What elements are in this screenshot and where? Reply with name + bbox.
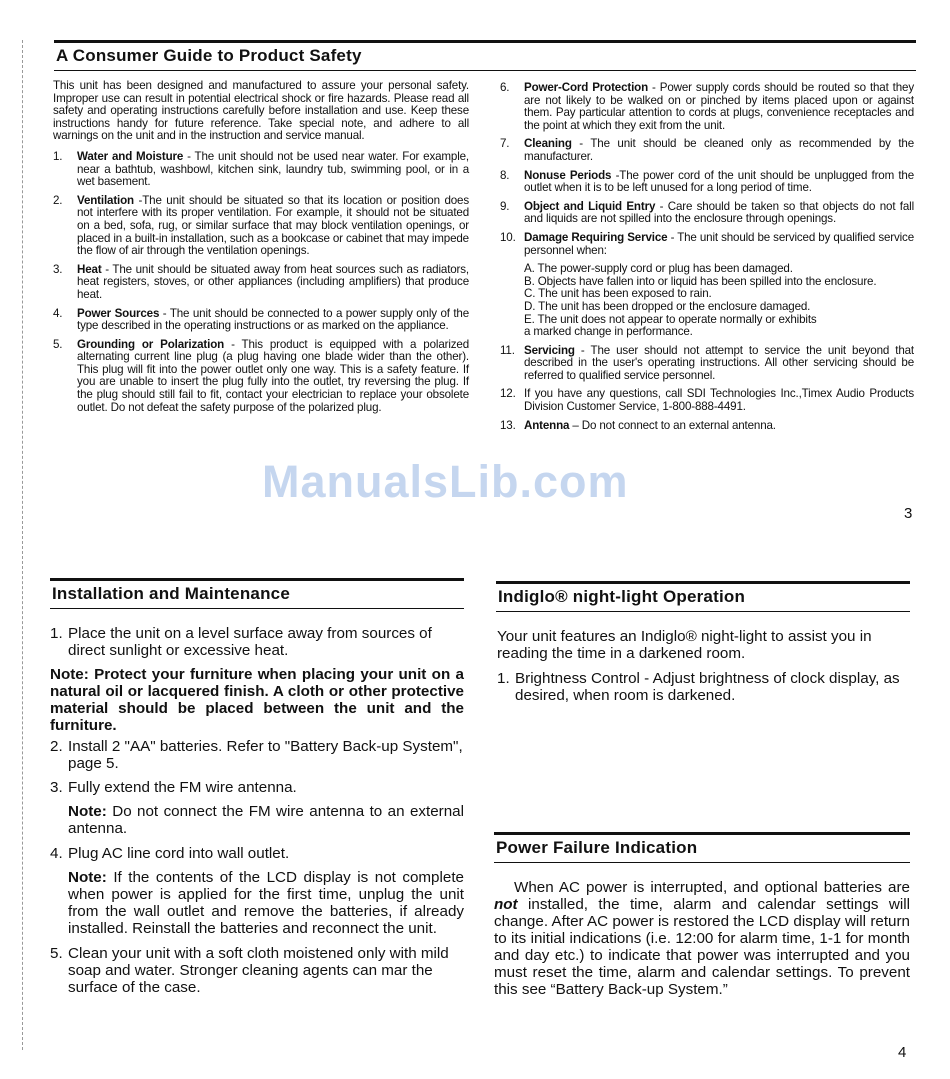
item-body: [77, 339, 469, 415]
item-body: [524, 138, 914, 163]
power-failure-title: Power Failure Indication: [494, 832, 910, 863]
item-text: If you have any questions, call SDI Technologies Inc.,Timex Audio Products Division Customer Service, 1-800-888-4491.: [524, 387, 914, 414]
step-text: Install 2 "AA" batteries. Refer to "Battery Back-up System", page 5.: [68, 738, 463, 772]
install-step-2: [50, 738, 464, 772]
item-number: 1.: [53, 149, 63, 163]
item-text: – Do not connect to an external antenna.: [569, 418, 776, 432]
safety-guide-title: A Consumer Guide to Product Safety: [54, 40, 916, 71]
safety-item: [500, 388, 914, 413]
item-heading: Heat: [77, 262, 102, 276]
item-number: 3.: [53, 262, 63, 276]
note-label: Note:: [68, 869, 107, 886]
item-number: 12.: [500, 387, 516, 401]
page-number-4: 4: [898, 1044, 907, 1061]
step-number: 1.: [497, 670, 510, 687]
install-step-5: [50, 945, 464, 996]
scan-edge-line: [22, 40, 23, 1050]
install-step-3: [50, 779, 464, 796]
item-text: - The unit should be connected to a power supply only of the type described in the operating instructions or as marked on the appliance.: [77, 306, 469, 333]
note-text: Do not connect the FM wire antenna to an external antenna.: [68, 803, 464, 837]
damage-condition: A. The power-supply cord or plug has been damaged.: [524, 262, 793, 276]
item-body: [524, 345, 914, 383]
note-label: Note:: [68, 803, 107, 820]
step-text: Fully extend the FM wire antenna.: [68, 779, 297, 796]
safety-intro: This unit has been designed and manufactured to assure your personal safety. Improper use can result in potential electrical shock or fire hazards. Please read all safety and operating instructions carefully before installation and use. Keep these instructions handy for future reference. Take special note, and adhere to all warnings on the unit and in the instruction and service manual.: [53, 79, 469, 143]
indiglo-step-1: [497, 670, 911, 704]
item-heading: Servicing: [524, 343, 575, 357]
item-heading: Water and Moisture: [77, 149, 184, 163]
item-heading: Object and Liquid Entry: [524, 199, 656, 213]
step-number: 2.: [50, 738, 63, 755]
damage-condition: D. The unit has been dropped or the enclosure damaged.: [524, 299, 811, 313]
step-text: Plug AC line cord into wall outlet.: [68, 845, 290, 862]
item-text: - This product is equipped with a polarized alternating current line plug (a plug having one blade wider than the other). This plug will fit into the power outlet only one way. This is a safety feature. If you are unable to insert the plug fully into the outlet, try reversing the plug. If the plug should still fail to fit, contact your electrician to replace your obsolete outlet. Do not defeat the safety purpose of the polarized plug.: [77, 337, 469, 414]
installation-body: [50, 625, 464, 1003]
install-step-1: [50, 625, 464, 659]
item-body: [77, 264, 469, 302]
safety-item: [53, 264, 469, 302]
item-heading: Cleaning: [524, 137, 572, 151]
step-text: Brightness Control - Adjust brightness of clock display, as desired, when room is darkened.: [515, 670, 900, 704]
damage-condition: a marked change in performance.: [524, 325, 693, 339]
item-text: - Power supply cords should be routed so that they are not likely to be walked on or pinched by items placed upon or against them. Pay particular attention to cords at plugs, convenience receptacles and the point at which they exit from the unit.: [524, 81, 914, 132]
item-body: [77, 195, 469, 258]
item-text: - Care should be taken so that objects do not fall and liquids are not spilled into the enclosure through openings.: [524, 199, 914, 226]
item-heading: Power-Cord Protection: [524, 81, 649, 94]
safety-item: [500, 420, 914, 433]
item-text: -The power cord of the unit should be unplugged from the outlet when it is to be left unused for a long period of time.: [524, 168, 914, 195]
item-heading: Power Sources: [77, 306, 160, 320]
item-body: [524, 388, 914, 413]
step-text: Place the unit on a level surface away from sources of direct sunlight or excessive heat.: [68, 625, 432, 659]
step-number: 5.: [50, 945, 63, 962]
damage-condition: C. The unit has been exposed to rain.: [524, 287, 712, 301]
item-text: - The unit should be cleaned only as recommended by the manufacturer.: [524, 137, 914, 163]
item-heading: Damage Requiring Service: [524, 230, 668, 244]
antenna-note: [68, 803, 464, 837]
safety-item: [500, 170, 914, 195]
item-number: 4.: [53, 306, 63, 320]
lcd-note: [68, 869, 464, 937]
item-number: 10.: [500, 230, 516, 244]
item-text: - The user should not attempt to service the unit beyond that described in the user's operating instructions. All other servicing should be referred to qualified service personnel.: [524, 343, 914, 382]
safety-item: [500, 138, 914, 163]
item-body: [77, 151, 469, 189]
safety-left-column: [53, 80, 469, 420]
note-text: If the contents of the LCD display is not complete when power is applied for the first time, unplug the unit from the wall outlet and remove the batteries, if already installed. Reinstall the batteries and reconnect the unit.: [68, 869, 464, 937]
item-text: - The unit should be serviced by qualified service personnel when:: [524, 230, 914, 257]
indiglo-body: [497, 628, 911, 711]
indiglo-intro: Your unit features an Indiglo® night-light to assist you in reading the time in a darkened room.: [497, 628, 872, 662]
page-number-3: 3: [904, 505, 913, 522]
safety-item: [53, 195, 469, 258]
step-number: 4.: [50, 845, 63, 862]
safety-item: [500, 201, 914, 226]
item-text: - The unit should not be used near water. For example, near a bathtub, washbowl, kitchen sink, laundry tub, swimming pool, or in a wet basement.: [77, 149, 469, 189]
indiglo-title: Indiglo® night-light Operation: [496, 581, 910, 612]
item-body: [524, 82, 914, 132]
item-heading: Antenna: [524, 418, 570, 432]
item-text: -The unit should be situated so that its location or position does not interfere with its proper ventilation. For example, it should not be situated on a bed, sofa, rug, or similar surface that may block ventilation openings, or placed in a built-in installation, such as a bookcase or cabinet that may impede the flow of air through the ventilation openings.: [77, 193, 469, 258]
item-number: 9.: [500, 199, 510, 213]
power-failure-text: [494, 879, 910, 998]
item-number: 6.: [500, 81, 510, 94]
item-heading: Grounding or Polarization: [77, 337, 225, 351]
item-number: 11.: [500, 343, 515, 357]
safety-item: [500, 82, 914, 132]
item-body: [524, 420, 914, 433]
item-number: 5.: [53, 337, 63, 351]
item-heading: Ventilation: [77, 193, 134, 207]
safety-item: [53, 308, 469, 333]
furniture-note: Note: Protect your furniture when placing your unit on a natural oil or lacquered finish. A cloth or other protective material should be placed between the unit and the furniture.: [50, 666, 464, 734]
item-number: 13.: [500, 418, 516, 432]
item-body: [524, 170, 914, 195]
damage-condition: B. Objects have fallen into or liquid has been spilled into the enclosure.: [524, 274, 877, 288]
power-text-not: not: [494, 896, 518, 913]
item-number: 8.: [500, 168, 510, 182]
step-text: Clean your unit with a soft cloth moistened only with mild soap and water. Stronger cleaning agents can mar the surface of the case.: [68, 945, 449, 996]
step-number: 3.: [50, 779, 63, 796]
safety-right-column: [500, 82, 914, 438]
safety-item: [53, 151, 469, 189]
item-number: 7.: [500, 137, 510, 151]
item-body: [524, 201, 914, 226]
safety-item: [500, 345, 914, 383]
item-heading: Nonuse Periods: [524, 168, 612, 182]
item-body: [77, 308, 469, 333]
install-step-4: [50, 845, 464, 862]
power-text-part-a: When AC power is interrupted, and optional batteries are: [514, 879, 910, 896]
item-number: 2.: [53, 193, 63, 207]
item-text: - The unit should be situated away from heat sources such as radiators, heat registers, stoves, or other appliances (including amplifiers) that produce heat.: [77, 262, 469, 301]
damage-conditions-list: [524, 263, 914, 339]
power-text-part-b: installed, the time, alarm and calendar settings will change. After AC power is restored the LCD display will return to its initial indications (i.e. 12:00 for alarm time, 1-1 for month and day etc.) to indicate that power was interrupted and you must reset the time, alarm and calendar settings. To prevent this see “Battery Back-up System.”: [494, 896, 910, 998]
installation-title: Installation and Maintenance: [50, 578, 464, 609]
watermark-text: ManualsLib.com: [262, 456, 629, 507]
damage-condition: E. The unit does not appear to operate normally or exhibits: [524, 312, 817, 326]
step-number: 1.: [50, 625, 63, 642]
item-body: [524, 232, 914, 257]
power-failure-body: [494, 879, 910, 998]
safety-item: [53, 339, 469, 415]
safety-item: [500, 232, 914, 257]
